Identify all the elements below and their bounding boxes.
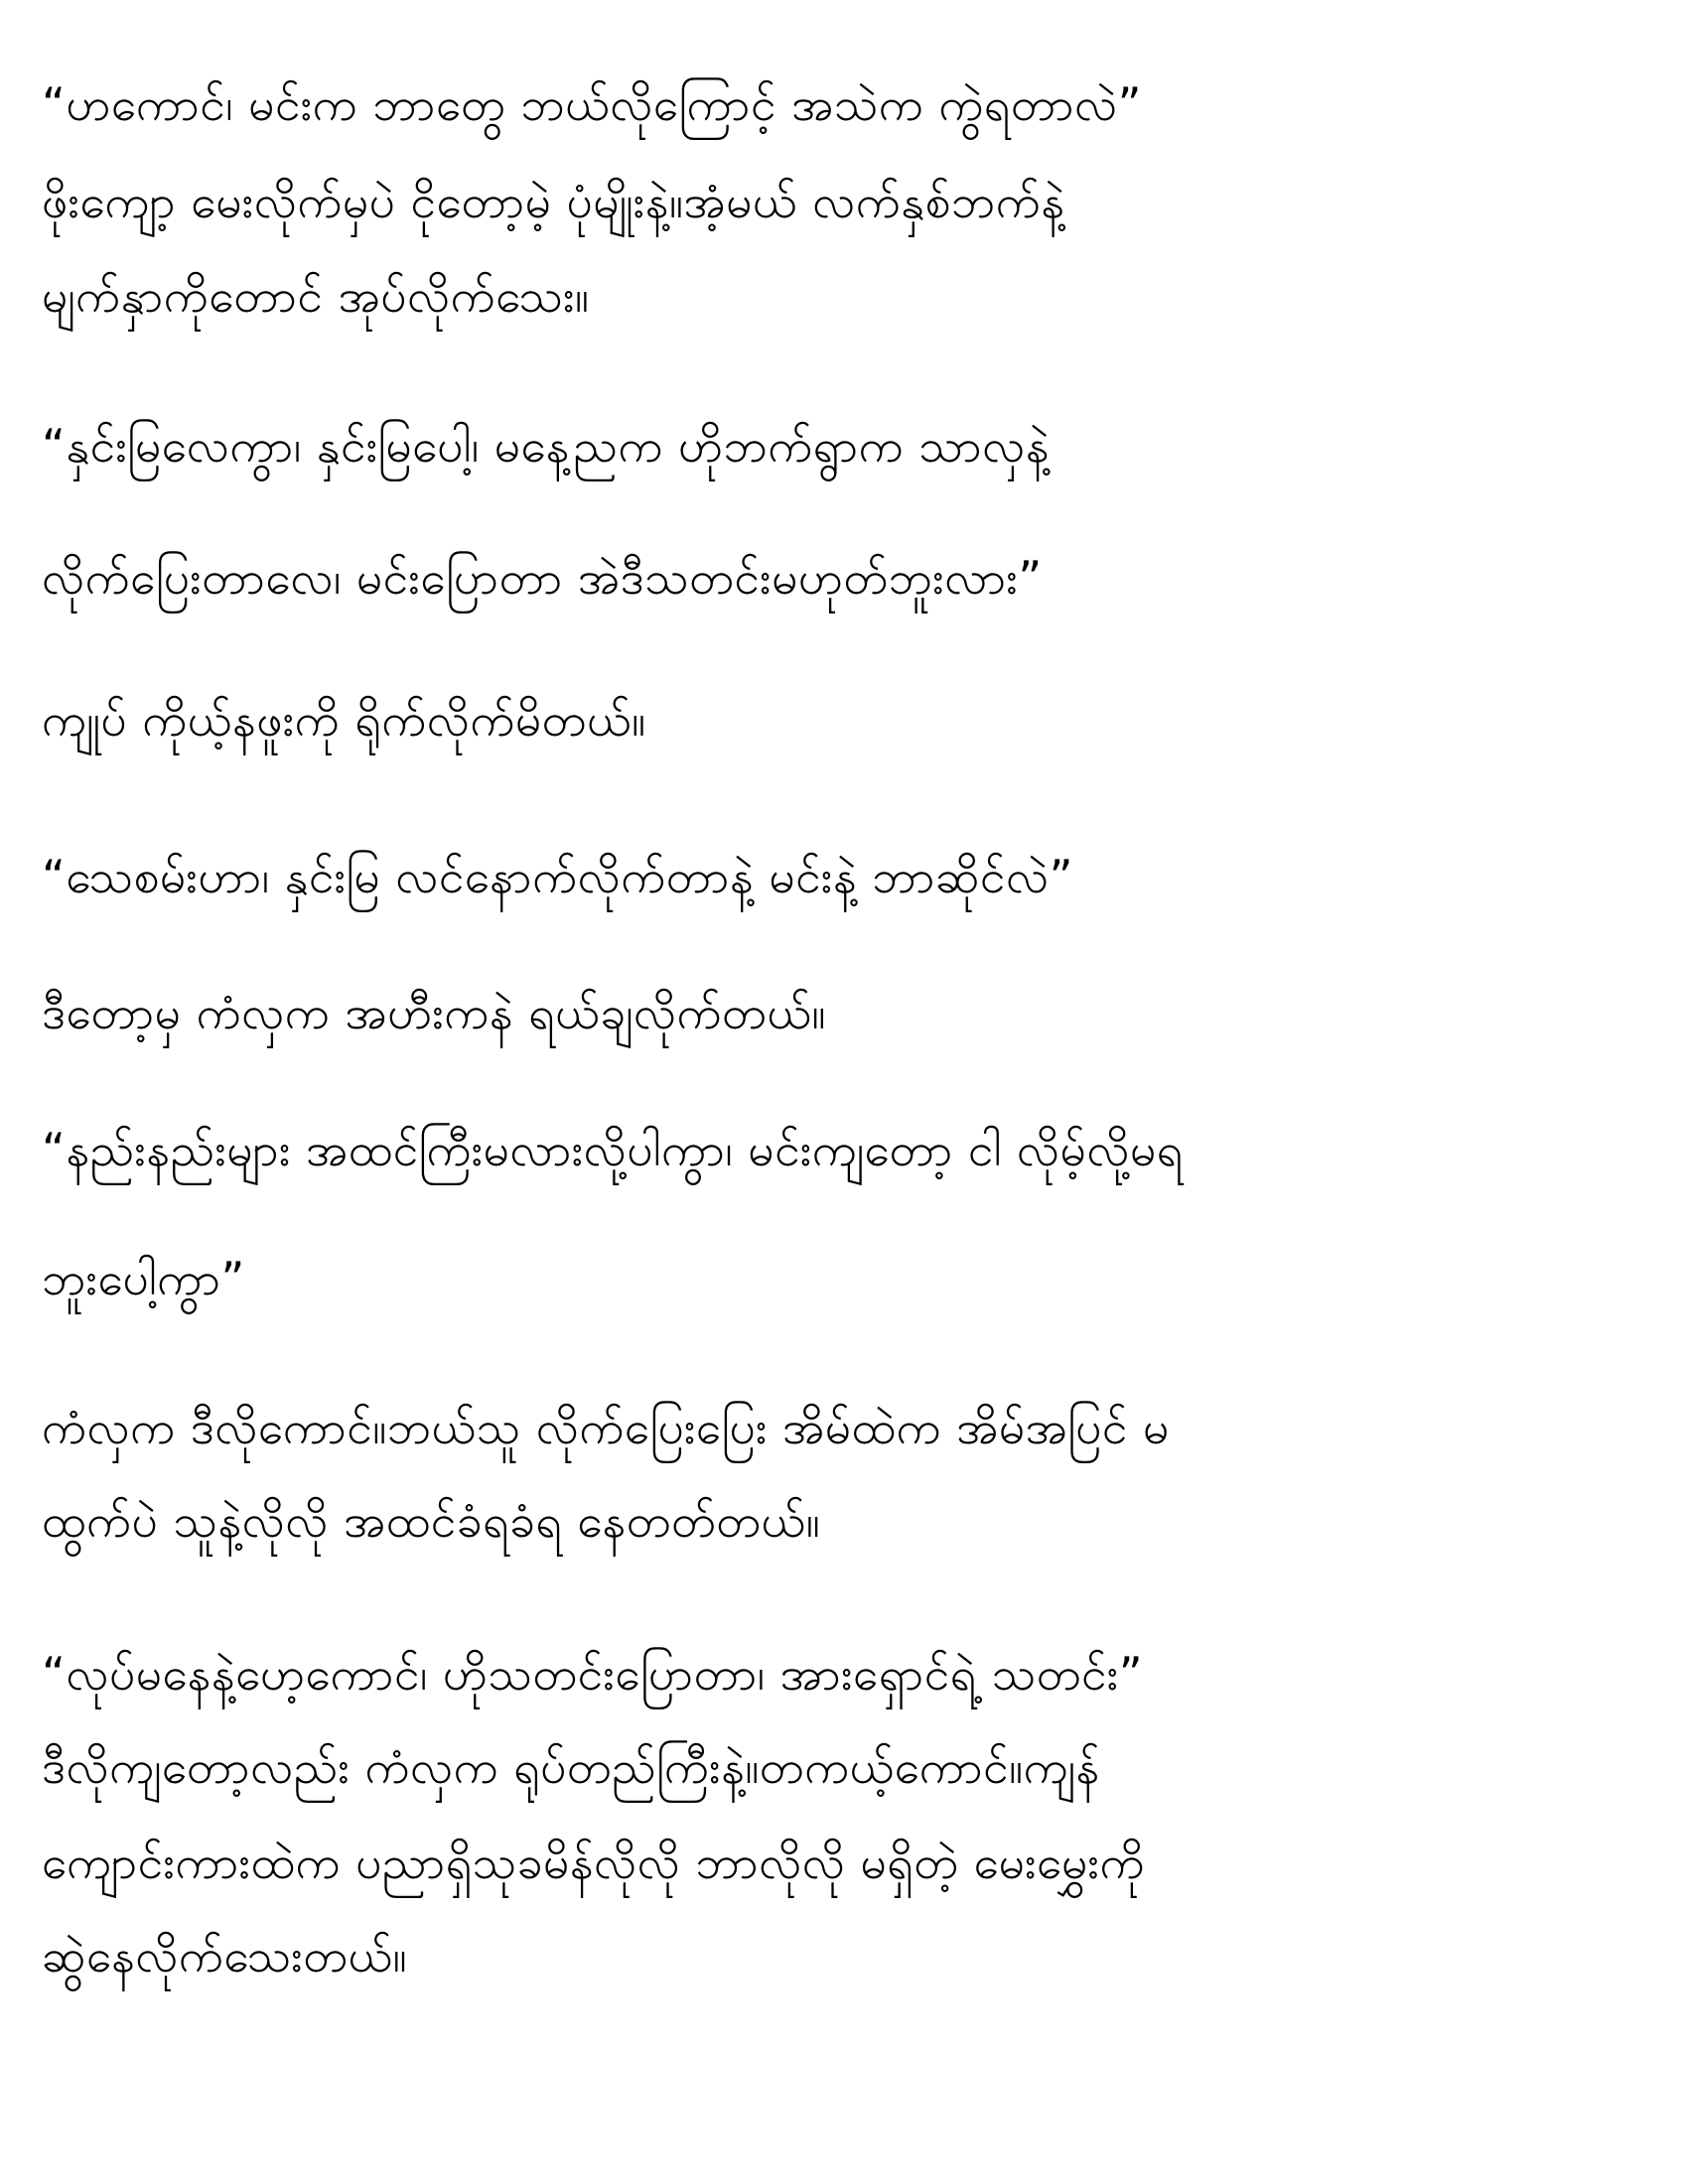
text-line: ထွက်ပဲ သူနဲ့လိုလို အထင်ခံရခံရ နေတတ်တယ်။ [42,1494,821,1548]
text-line: ဒီလိုကျတော့လည်း ကံလှက ရုပ်တည်ကြီးနဲ့။တကယ့်ကောင်။ကျန် [42,1740,1100,1794]
text-line: မျက်နှာကိုတောင် အုပ်လိုက်သေး။ [42,269,590,323]
text-line: ဆွဲနေလိုက်သေးတယ်။ [42,1929,408,1982]
text-line: ဖိုးကျော့ မေးလိုက်မှပဲ ငိုတော့မဲ့ ပုံမျိုးနဲ့။အံ့မယ် လက်နှစ်ဘက်နဲ့ [42,175,1065,228]
text-line: “နည်းနည်းများ အထင်ကြီးမလားလို့ပါကွာ၊ မင်းကျတော့ ငါ လိုမ့်လို့မရ [42,1123,1184,1176]
text-line: “ဟကောင်၊ မင်းက ဘာတွေ ဘယ်လိုကြောင့် အသဲက ကွဲရတာလဲ” [42,77,1143,131]
text-line: ကံလှက ဒီလိုကောင်။ဘယ်သူ လိုက်ပြေးပြေး အိမ်ထဲက အိမ်အပြင် မ [42,1401,1170,1454]
text-line: “လုပ်မနေနဲ့ဟေ့ကောင်၊ ဟိုသတင်းပြောတာ၊ အားရှောင်ရဲ့ သတင်း” [42,1647,1144,1701]
text-line: ကျောင်းကားထဲက ပညာရှိသုခမိန်လိုလို ဘာလိုလို မရှိတဲ့ မေးမွှေးကို [42,1836,1145,1889]
text-line: လိုက်ပြေးတာလေ၊ မင်းပြောတာ အဲဒီသတင်းမဟုတ်ဘူးလား” [42,551,1043,605]
text-line: “သေစမ်းဟာ၊ နှင်းမြ လင်နောက်လိုက်တာနဲ့ မင်းနဲ့ ဘာဆိုင်လဲ” [42,850,1073,903]
text-line: “နှင်းမြလေကွာ၊ နှင်းမြပေါ့၊ မနေ့ညက ဟိုဘက်ရွာက သာလှနဲ့ [42,419,1051,473]
text-line: ကျုပ် ကိုယ့်နဖူးကို ရိုက်လိုက်မိတယ်။ [42,693,646,747]
text-line: ဒီတော့မှ ကံလှက အဟီးကနဲ ရယ်ချလိုက်တယ်။ [42,986,826,1039]
text-line: ဘူးပေါ့ကွာ” [42,1252,245,1305]
